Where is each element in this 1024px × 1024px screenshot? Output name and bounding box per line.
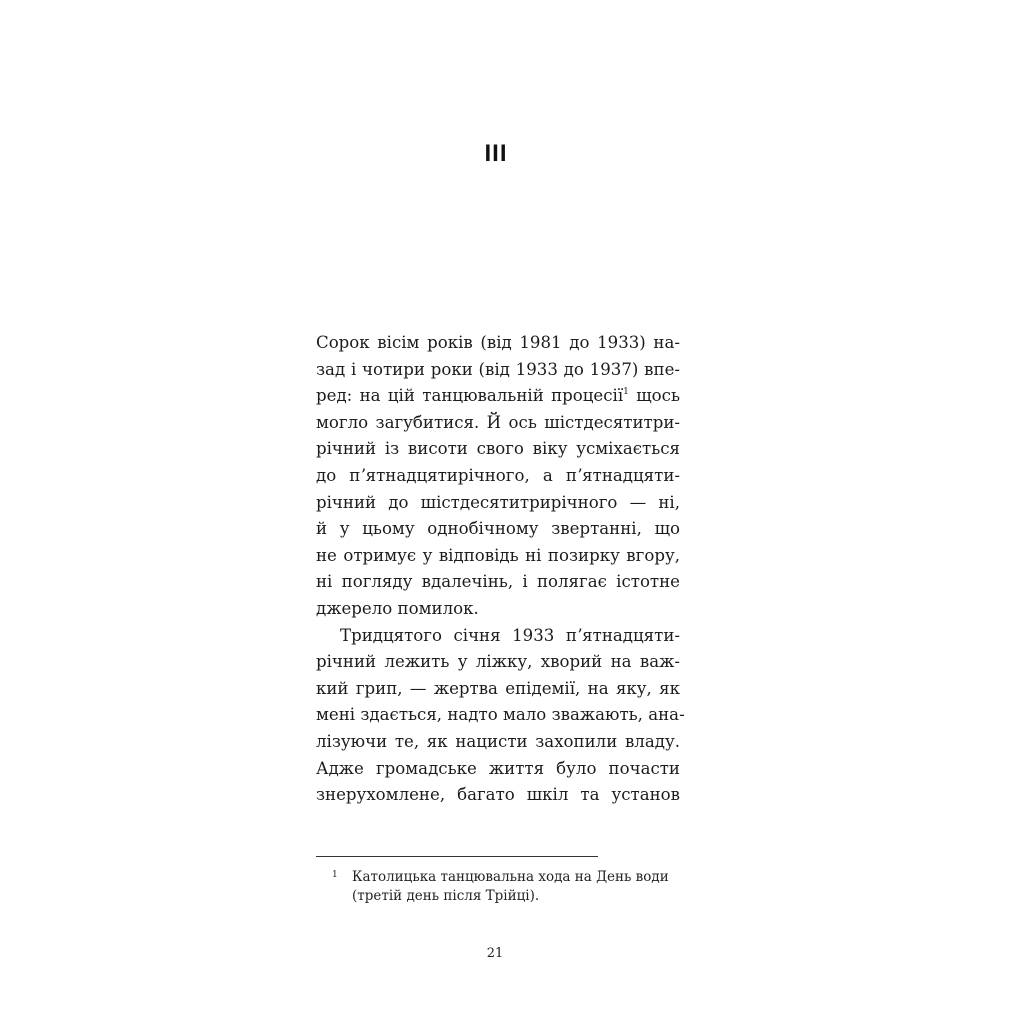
text-fragment: щось	[628, 386, 680, 406]
text-line: Адже громадське життя було почасти	[316, 758, 680, 778]
text-fragment: ред: на цій танцювальній процесії	[316, 386, 624, 406]
text-line: річний із висоти свого віку усміхається	[316, 439, 680, 459]
text-line: кий грип, — жертва епідемії, на яку, як	[316, 678, 680, 698]
footnote-body	[352, 868, 682, 906]
footnote-line: (третій день після Трійці).	[352, 888, 540, 904]
text-line: не отримує у відповідь ні позирку вгору,	[316, 545, 680, 565]
footnote-marker: 1	[332, 870, 338, 880]
footnote-line: Католицька танцювальна хода на День води	[352, 869, 669, 885]
text-line-paragraph-start: Тридцятого січня 1933 пʼятнадцяти-	[340, 625, 680, 645]
text-line: до пʼятнадцятирічного, а пʼятнадцяти-	[316, 465, 680, 485]
text-line: мені здається, надто мало зважають, ана-	[316, 705, 685, 725]
page-number: 21	[486, 946, 504, 961]
text-line: джерело помилок.	[316, 598, 479, 618]
text-line: лізуючи те, як нацисти захопили владу.	[316, 731, 680, 751]
text-line: й у цьому однобічному звертанні, що	[316, 519, 680, 539]
text-line: ні погляду вдалечінь, і полягає істотне	[316, 572, 680, 592]
text-line: річний до шістдесятитрирічного — ні,	[316, 492, 680, 512]
text-line: могло загубитися. Й ось шістдесятитри-	[316, 412, 680, 432]
chapter-number: III	[484, 140, 508, 167]
text-line: зад і чотири роки (від 1933 до 1937) впе-	[316, 359, 680, 379]
footnote-reference[interactable]: 1	[623, 387, 629, 398]
footnote-divider	[316, 856, 598, 857]
text-line-with-footnote-ref	[316, 383, 680, 410]
text-line: Сорок вісім років (від 1981 до 1933) на-	[316, 333, 680, 352]
body-text	[316, 330, 685, 809]
text-line: знерухомлене, багато шкіл та установ	[316, 785, 680, 805]
text-line: річний лежить у ліжку, хворий на важ-	[316, 652, 680, 672]
